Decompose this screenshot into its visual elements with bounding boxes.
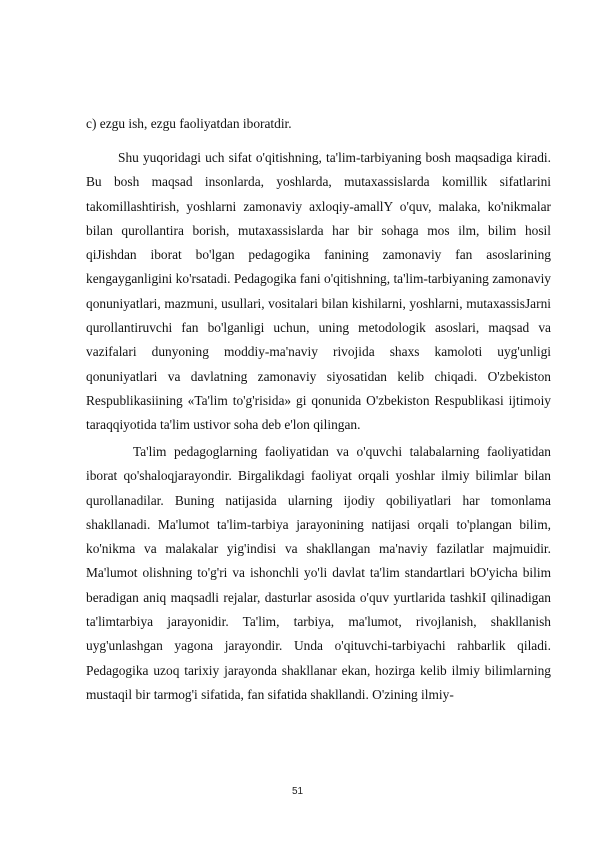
page-number: 51: [291, 786, 304, 797]
paragraph-education-process: Ta'lim pedagoglarning faoliyatidan va o'quvchi talabalarning faoliyatidan iborat qo'shaloqjarayondir. Birgalikdagi faoliyat orqali yoshlar ilmiy bilimlar bilan qurollanadilar. Buning natijasida ularning ijodiy qobiliyatlari har tomonlama shakllanadi. Ma'lumot ta'lim-tarbiya jarayonining natijasi orqali to'plangan bilim, ko'nikma va malakalar yig'indisi va shakllangan ma'naviy fazilatlar majmuidir. Ma'lumot olishning to'g'ri va ishonchli yo'li davlat ta'lim standartlari bO'yicha bilim beradigan aniq maqsadli rejalar, dasturlar asosida o'quv yurtlarida tashkiI qilinadigan ta'limtarbiya jarayonidir. Ta'lim, tarbiya, ma'lumot, rivojlanish, shakllanish uyg'unlashgan yagona jarayondir. Unda o'qituvchi-tarbiyachi rahbarlik qiladi. Pedagogika uzoq tarixiy jarayonda shakllanar ekan, hozirga kelib ilmiy bilimlarning mustaqil bir tarmog'i sifatida, fan sifatida shakllandi. O'zining ilmiy-: [86, 444, 551, 702]
list-item-c: c) ezgu ish, ezgu faoliyatdan iboratdir.: [86, 116, 292, 131]
paragraph-main-goal: Shu yuqoridagi uch sifat o'qitishning, ta'lim-tarbiyaning bosh maqsadiga kiradi. Bu bosh maqsad insonlarda, yoshlarda, mutaxassislarda komillik sifatlarini takomillashtirish, yoshlarni zamonaviy axloqiy-amallY o'quv, malaka, ko'nikmalar bilan qurollantira borish, mutaxassislarda har bir sohaga mos ilm, bilim hosil qiJishdan iborat bo'lgan pedagogika fanining zamonaviy fan asoslarining kengayganligini ko'rsatadi. Pedagogika fani o'qitishning, ta'lim-tarbiyaning zamonaviy qonuniyatlari, mazmuni, usullari, vositalari bilan kishilarni, yoshlarni, mutaxassisJarni qurollantiruvchi fan bo'lganligi uchun, uning metodologik asoslari, maqsad va vazifalari dunyoning moddiy-ma'naviy rivojida shaxs kamoloti uyg'unligi qonuniyatlari va davlatning zamonaviy siyosatidan kelib chiqadi. O'zbekiston Respublikasiining «Ta'lim to'g'risida» gi qonunida O'zbekiston Respublikasi ijtimoiy taraqqiyotida ta'lim ustivor soha deb e'lon qilingan.: [86, 150, 551, 433]
